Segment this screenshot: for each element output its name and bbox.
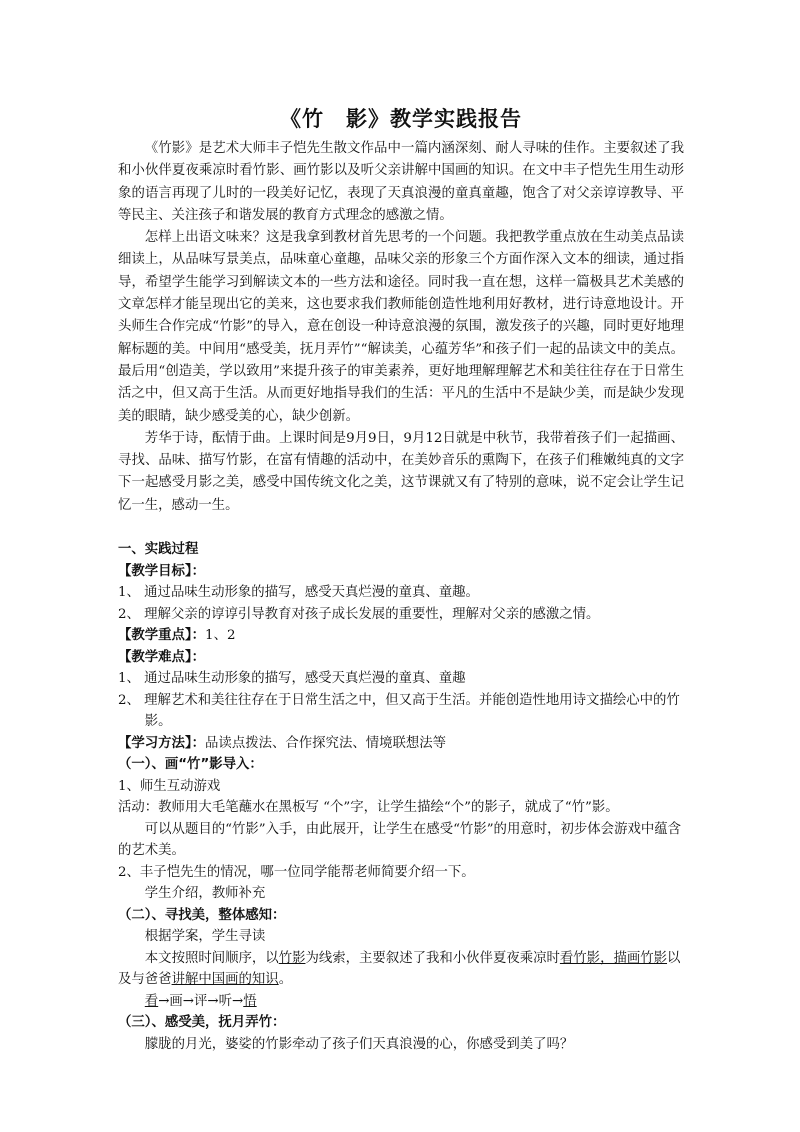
part-1-heading: （一）、画“竹”影导入： [118,757,263,773]
method-value: 品读点拨法、合作探究法、情境联想法等 [205,735,447,751]
part-3-heading: （三）、感受美，抚月弄竹： [118,1015,286,1031]
section-heading-practice: 一、实践过程 [118,542,199,558]
document-title: 《竹 影》教学实践报告 [280,107,522,131]
difficulty-item-1: 1、 通过品味生动形象的描写，感受天真烂漫的童真、童趣 [118,671,466,687]
text-run: 以及与爸爸 [118,950,681,988]
goals-label: 【教学目标】： [118,563,206,579]
part-1-item-2-note: 学生介绍，教师补充 [144,886,266,902]
key-points-value: 1、2 [205,628,236,644]
part-1-activity: 活动：教师用大毛笔蘸水在黑板写 “个”字，让学生描绘“个”的影子，就成了“竹”影。 [118,800,619,816]
underlined-text: 悟 [243,993,257,1009]
method-label: 【学习方法】： [118,735,206,751]
part-1-item-2: 2、丰子恺先生的情况，哪一位同学能帮老师简要介绍一下。 [118,864,475,880]
intro-paragraph-1: 《竹影》是艺术大师丰子恺先生散文作品中一篇内涵深刻、耐人寻味的佳作。主要叙述了我和小伙伴夏夜乘凉时看竹影、画竹影以及听父亲讲解中国画的知识。在文中丰子恺先生用生动形象的语言再现了儿时的一段美好记忆，表现了天真浪漫的童真童趣，饱含了对父亲谆谆教导、平等民主、关注孩子和谐发展的教育方式理念的感激之情。 [118,141,684,223]
intro-paragraph-2: 怎样上出语文味来？这是我拿到教材首先思考的一个问题。我把教学重点放在生动美点品读细读上，从品味写景美点，品味童心童趣，品味父亲的形象三个方面作深入文本的细读，通过指导，希望学生能学习到解读文本的一些方法和途径。同时我一直在想，这样一篇极具艺术美感的文章怎样才能呈现出它的美来，这也要求我们教师能创造性地利用好教材，进行诗意地设计。开头师生合作完成“竹影”的导入，意在创设一种诗意浪漫的氛围，激发孩子的兴趣，同时更好地理解标题的美。中间用“感受美，抚月弄竹”“解读美，心蕴芳华”和孩子们一起的品读文中的美点。最后用“创造美，学以致用”来提升孩子的审美素养，更好地理解理解艺术和美往往存在于日常生活之中，但又高于生活。从而更好地指导我们的生活：平凡的生活中不是缺少美，而是缺少发现美的眼睛，缺少感受美的心，缺少创新。 [118,230,684,424]
spacer [118,517,684,539]
key-points-line [118,625,684,647]
part-3-text: 朦胧的月光，婆娑的竹影牵动了孩子们天真浪漫的心，你感受到美了吗？ [144,1036,574,1052]
part-2-flow [118,991,684,1013]
underlined-text: 竹影 [278,950,306,966]
underlined-text: 看竹影，描画竹影 [559,950,668,966]
text-run: 。 [278,972,293,988]
underlined-text: 讲解中国画的知识 [171,972,279,988]
text-run: 本文按照时间顺序，以 [144,950,279,966]
goal-item-1: 1、 通过品味生动形象的描写，感受天真烂漫的童真、童趣。 [118,585,479,601]
key-points-label: 【教学重点】： [118,628,206,644]
intro-paragraph-3: 芳华于诗，酝情于曲。上课时间是9月9日，9月12日就是中秋节，我带着孩子们一起描画、寻找、品味、描写竹影，在富有情趣的活动中，在美妙音乐的熏陶下，在孩子们稚嫩纯真的文字下一起感受月影之美，感受中国传统文化之美，这节课就又有了特别的意味，说不定会让学生记忆一生，感动一生。 [118,430,684,513]
part-2-line-2 [118,948,684,991]
difficulties-label: 【教学难点】： [118,649,206,665]
text-run: →画→评→听→ [158,993,244,1009]
part-1-item-1: 1、师生互动游戏 [118,778,221,794]
difficulty-item-2: 2、 理解艺术和美往往存在于日常生活之中，但又高于生活。并能创造性地用诗文描绘心中的竹影。 [118,692,680,730]
method-line [118,733,684,755]
part-2-heading: （二）、寻找美，整体感知： [118,907,286,923]
text-run: 为线索，主要叙述了我和小伙伴夏夜乘凉时 [305,950,560,966]
part-1-text: 可以从题目的“竹影”入手，由此展开，让学生在感受“竹影”的用意时，初步体会游戏中蕴含的艺术美。 [118,821,682,859]
part-2-line-1: 根据学案，学生寻读 [144,929,266,945]
document-page [118,102,684,1055]
underlined-text: 看 [144,993,159,1009]
goal-item-2: 2、 理解父亲的谆谆引导教育对孩子成长发展的重要性，理解对父亲的感激之情。 [118,606,600,622]
